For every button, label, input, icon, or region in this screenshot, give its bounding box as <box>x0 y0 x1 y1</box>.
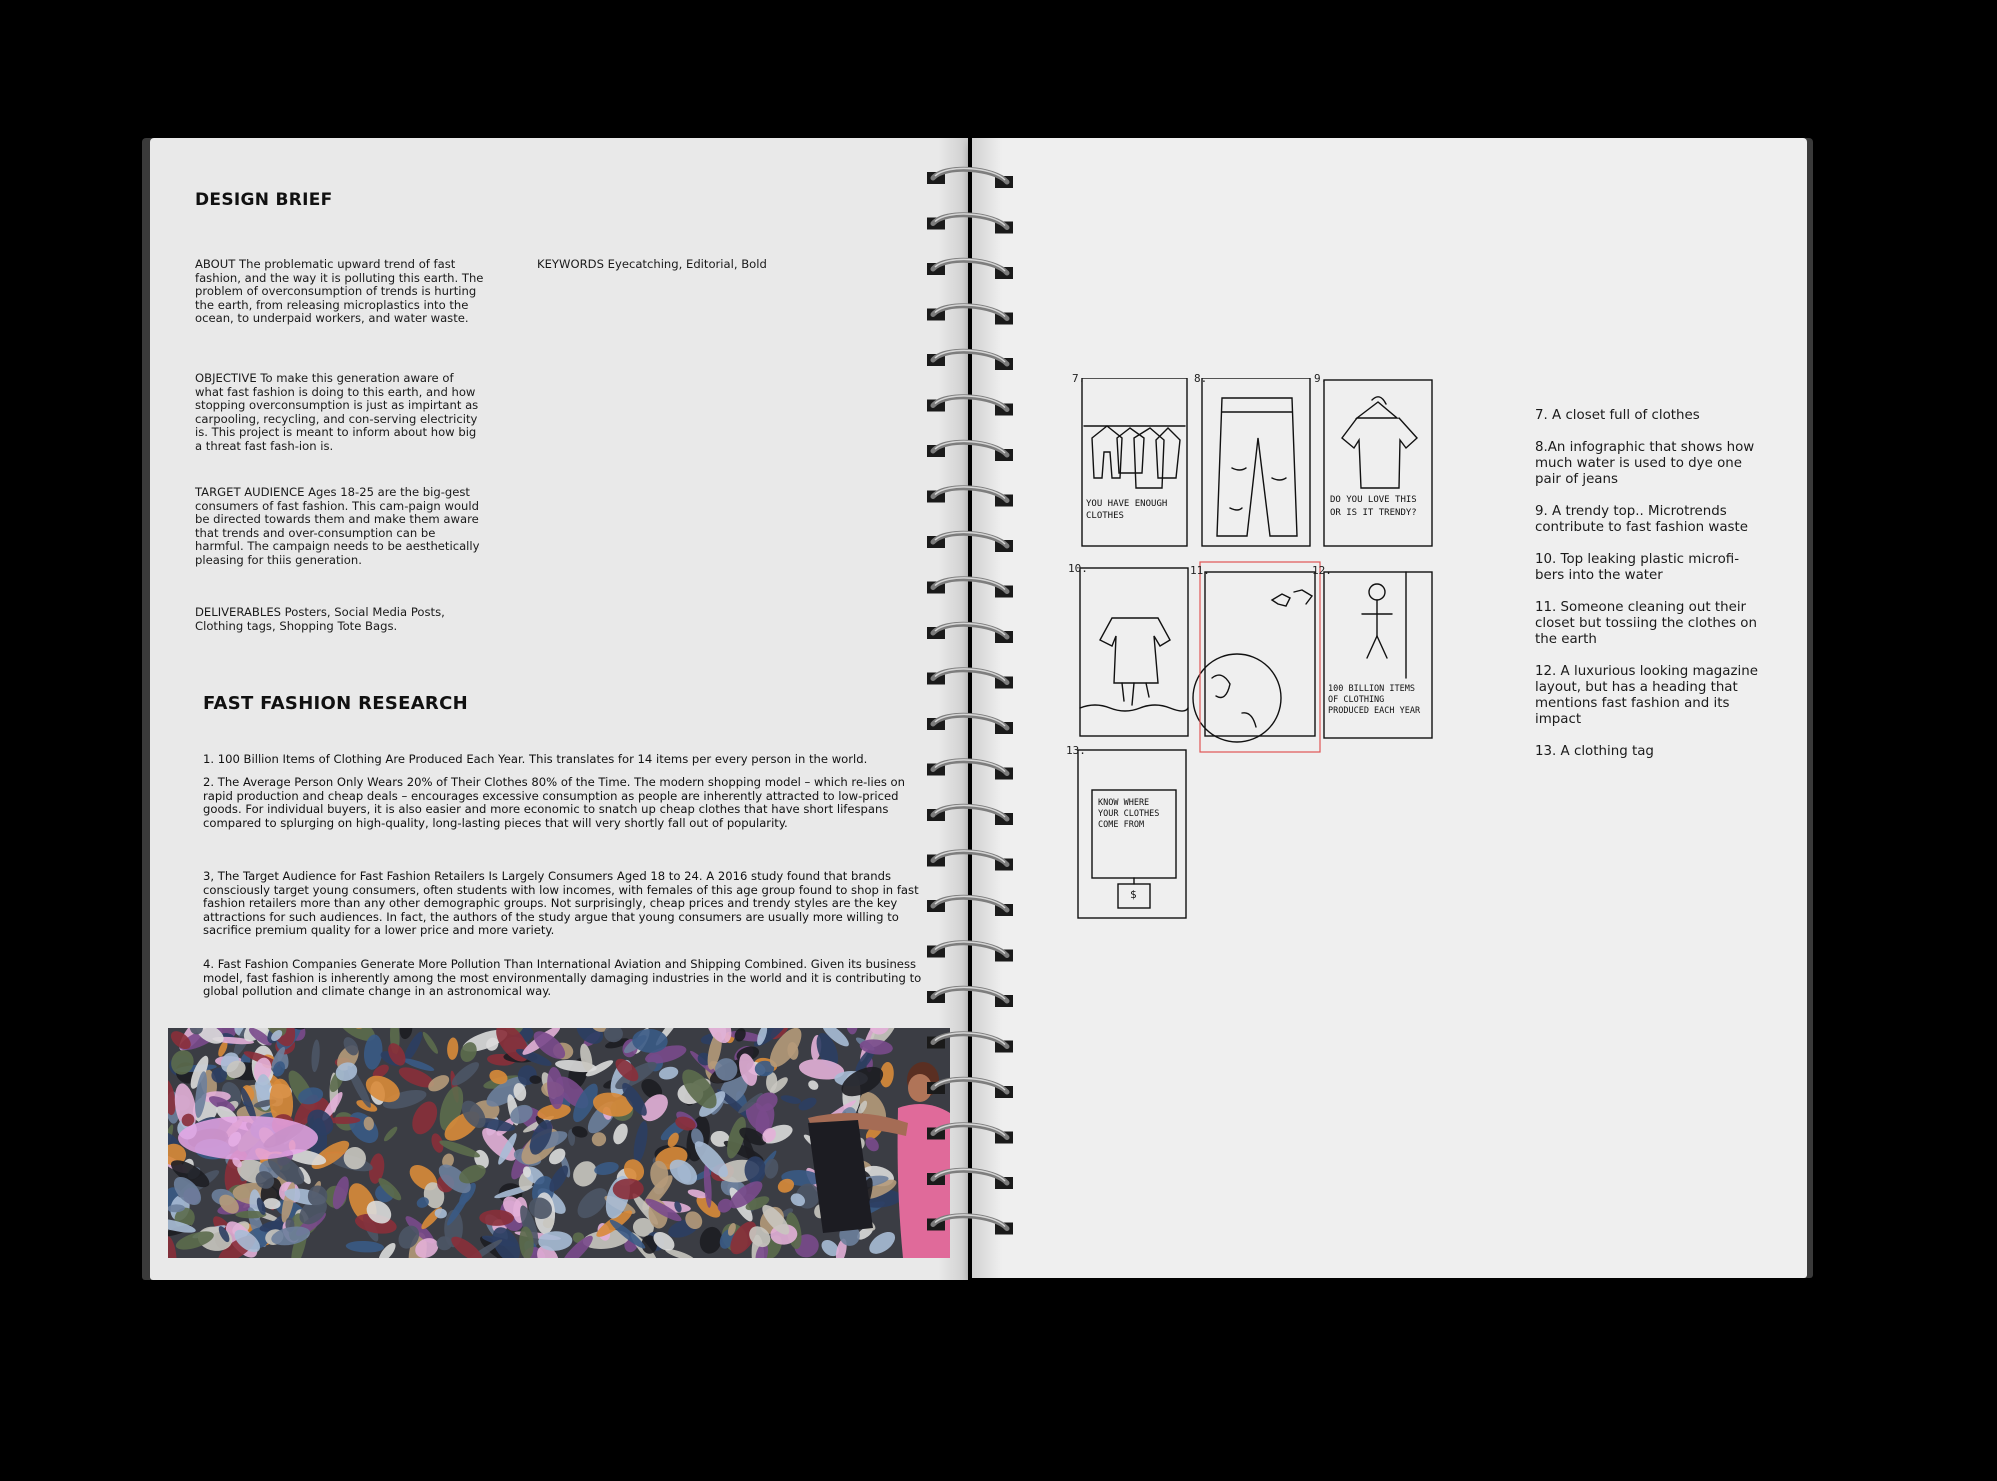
design-brief-title: DESIGN BRIEF <box>195 190 333 210</box>
tag-price-label: $ <box>1130 888 1137 901</box>
research-item: 2. The Average Person Only Wears 20% of Their Clothes 80% of the Time. The modern shopping model – which re-lies on rapid production and cheap deals – encourages excessive consumption as people are inherently attracted to low-priced goods. For individual buyers, it is also easier and more economic to snatch up cheap clothes that have short lifespans compared to splurging on high-quality, long-lasting pieces that will very shortly fall out of popularity. <box>203 775 906 830</box>
brief-objective: OBJECTIVE To make this generation aware of what fast fashion is doing to this earth, and how stopping overconsumption is just as impirtant as carpooling, recycling, and con-serving electricity is. This project is meant to inform about how big a threat fast fash-ion is. <box>195 371 479 453</box>
spiral-binding <box>925 160 1035 1250</box>
research-item: 3, The Target Audience for Fast Fashion Retailers Is Largely Consumers Aged 18 to 24. A 2016 study found that brands consciously target young consumers, often students with low incomes, with females of this age group found to shop in fast fashion retailers more than any other demographic groups. Not surprisingly, cheap prices and trendy styles are the key attractions for such audiences. In fact, the authors of the study argue that young consumers are usually more willing to sacrifice premium quality for a lower price and more variety. <box>203 869 919 938</box>
right-page <box>972 138 1807 1278</box>
sketch-note: 13. A clothing tag <box>1535 744 1654 759</box>
sketch-note: 9. A trendy top.. Microtrends contribute to fast fashion waste <box>1535 504 1749 535</box>
research-item: 4. Fast Fashion Companies Generate More Pollution Than International Aviation and Shipping Combined. Given its business model, fast fashion is inherently among the most environmentally damaging industries in the world and it is contributing to global pollution and climate change in an astronomical way. <box>203 957 922 999</box>
sketch-notes <box>1535 408 1765 776</box>
sketch-number: 10. <box>1068 562 1088 575</box>
sketch-number: 7. <box>1072 372 1086 385</box>
sketch-note: 12. A luxurious looking magazine layout, but has a heading that mentions fast fashion and its impact <box>1535 664 1758 727</box>
sketch-caption: 100 BILLION ITEMS OF CLOTHING PRODUCED EACH YEAR <box>1328 684 1421 716</box>
sketch-number: 9. <box>1314 372 1328 385</box>
brief-about: ABOUT The problematic upward trend of fast fashion, and the way it is polluting this earth. The problem of overconsumption of trends is hurting the earth, from releasing microplastics into the ocean, to underpaid workers, and water waste. <box>195 257 484 326</box>
left-page <box>150 138 968 1280</box>
sketch-number: 12. <box>1312 564 1332 577</box>
sketch-number: 13. <box>1066 744 1086 757</box>
sketch-note: 7. A closet full of clothes <box>1535 408 1700 423</box>
sketch-caption: YOU HAVE ENOUGH CLOTHES <box>1086 499 1168 521</box>
sketch-caption: DO YOU LOVE THIS OR IS IT TRENDY? <box>1330 495 1417 518</box>
brief-deliverables: DELIVERABLES Posters, Social Media Posts, Clothing tags, Shopping Tote Bags. <box>195 605 445 633</box>
research-item: 1. 100 Billion Items of Clothing Are Produced Each Year. This translates for 14 items per every person in the world. <box>203 752 868 766</box>
clothing-pile-photo <box>168 1028 950 1258</box>
sketch-caption: KNOW WHERE YOUR CLOTHES COME FROM <box>1098 798 1160 830</box>
sketch-number: 8. <box>1194 372 1208 385</box>
research-title: FAST FASHION RESEARCH <box>203 693 468 714</box>
brief-keywords: KEYWORDS Eyecatching, Editorial, Bold <box>537 257 767 271</box>
sketch-number: 11. <box>1190 564 1210 577</box>
sketch-note: 10. Top leaking plastic microfi-bers into the water <box>1535 552 1740 583</box>
sketch-note: 11. Someone cleaning out their closet but tossiing the clothes on the earth <box>1535 600 1757 647</box>
thumbnail-sketches <box>1066 372 1492 938</box>
brief-target-audience: TARGET AUDIENCE Ages 18-25 are the big-gest consumers of fast fashion. This cam-paign would be directed towards them and make them aware that trends and over-consumption can be harmful. The campaign needs to be aesthetically pleasing for thiis generation. <box>195 485 480 567</box>
sketch-note: 8.An infographic that shows how much water is used to dye one pair of jeans <box>1535 440 1755 487</box>
